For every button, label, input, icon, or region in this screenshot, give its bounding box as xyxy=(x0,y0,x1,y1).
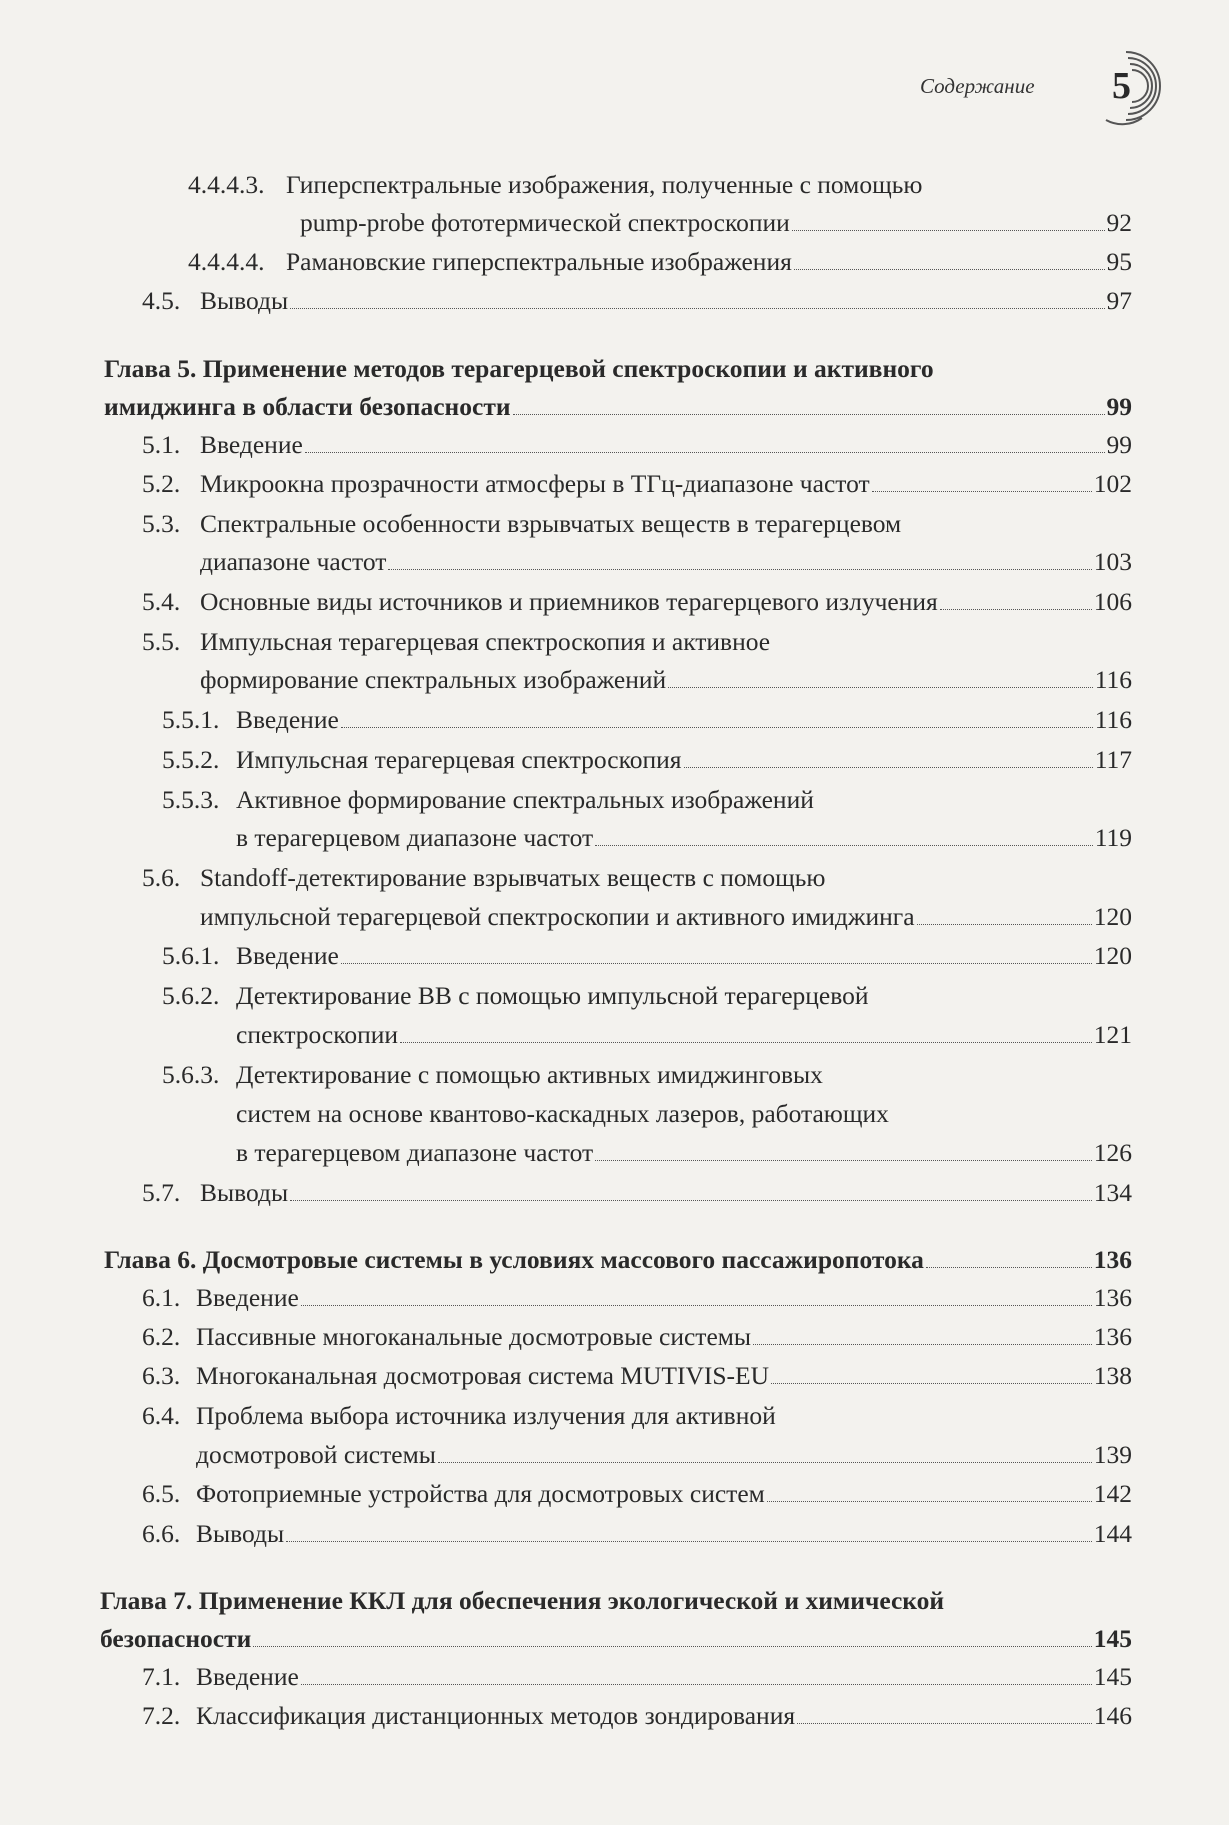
toc-entry xyxy=(0,282,1229,320)
toc-entry-title: Пассивные многоканальные досмотровые системы xyxy=(196,1322,752,1351)
toc-entry-title: Фотоприемные устройства для досмотровых систем xyxy=(196,1479,765,1508)
dot-leader xyxy=(940,587,1092,610)
toc-entry-page: 121 xyxy=(1093,1020,1132,1049)
toc-entry-title: Выводы xyxy=(196,1519,285,1548)
toc-chapter-title: Глава 5. Применение методов терагерцевой спектроскопии и активного xyxy=(104,354,934,383)
toc-entry-title: формирование спектральных изображений xyxy=(200,665,667,694)
toc-entry xyxy=(0,623,1229,661)
toc-entry xyxy=(0,1658,1229,1696)
toc-entry-page: 146 xyxy=(1093,1701,1132,1730)
toc-entry-page: 120 xyxy=(1093,902,1132,931)
running-header: Содержание xyxy=(920,74,1035,98)
toc-entry-title: Спектральные особенности взрывчатых веществ в терагерцевом xyxy=(200,509,902,538)
toc-entry-number: 5.6.2. xyxy=(162,981,220,1010)
dot-leader xyxy=(668,665,1093,688)
dot-leader xyxy=(305,430,1105,453)
toc-entry-page: 139 xyxy=(1093,1440,1132,1469)
toc-entry-title: Классификация дистанционных методов зондирования xyxy=(196,1701,796,1730)
page-number: 5 xyxy=(1112,65,1131,107)
toc-entry-number: 5.6.3. xyxy=(162,1060,220,1089)
toc-entry-page: 95 xyxy=(1106,247,1132,276)
toc-entry-page: 99 xyxy=(1106,430,1132,459)
toc-entry-title: Введение xyxy=(196,1662,299,1691)
toc-chapter xyxy=(0,350,1229,388)
toc-entry-page: 144 xyxy=(1093,1519,1132,1548)
toc-chapter-title: Глава 7. Применение ККЛ для обеспечения экологической и химической xyxy=(100,1586,945,1615)
toc-entry-page: 134 xyxy=(1093,1178,1132,1207)
toc-entry-title: Введение xyxy=(236,941,339,970)
toc-entry-continuation xyxy=(0,543,1229,581)
toc-entry-number: 7.1. xyxy=(142,1662,181,1691)
toc-entry-title: Выводы xyxy=(200,1178,289,1207)
toc-entry-page: 142 xyxy=(1093,1479,1132,1508)
toc-entry-number: 5.6. xyxy=(142,863,181,892)
toc-entry-title: pump-probe фототермической спектроскопии xyxy=(300,208,790,237)
toc-entry-number: 6.4. xyxy=(142,1401,181,1430)
toc-entry-number: 4.4.4.4. xyxy=(188,247,265,276)
dot-leader xyxy=(767,1479,1092,1502)
dot-leader xyxy=(917,902,1092,925)
toc-entry-number: 5.5. xyxy=(142,627,181,656)
dot-leader xyxy=(388,547,1091,570)
toc-entry-title: Гиперспектральные изображения, полученные с помощью xyxy=(286,170,923,199)
toc-entry-number: 5.3. xyxy=(142,509,181,538)
toc-chapter-continuation xyxy=(0,388,1229,426)
toc-chapter-title: Глава 6. Досмотровые системы в условиях массового пассажиропотока xyxy=(104,1245,924,1274)
toc-chapter-page: 145 xyxy=(1093,1624,1132,1653)
toc-entry xyxy=(0,1357,1229,1395)
toc-entry-title: Активное формирование спектральных изображений xyxy=(236,785,814,814)
toc-entry-title: Детектирование ВВ с помощью импульсной терагерцевой xyxy=(236,981,869,1010)
toc-entry-continuation xyxy=(0,819,1229,857)
toc-entry-title: Рамановские гиперспектральные изображения xyxy=(286,247,792,276)
toc-entry xyxy=(0,1515,1229,1553)
toc-entry-title: Импульсная терагерцевая спектроскопия и активное xyxy=(200,627,771,656)
toc-entry xyxy=(0,426,1229,464)
toc-entry-number: 5.1. xyxy=(142,430,181,459)
dot-leader xyxy=(438,1440,1092,1463)
toc-entry xyxy=(0,505,1229,543)
toc-entry xyxy=(0,859,1229,897)
toc-entry-continuation xyxy=(0,204,1229,242)
toc-entry-page: 126 xyxy=(1093,1138,1132,1167)
toc-entry-title: Импульсная терагерцевая спектроскопия xyxy=(236,745,682,774)
dot-leader xyxy=(872,469,1092,492)
dot-leader xyxy=(286,1519,1092,1542)
toc-entry xyxy=(0,701,1229,739)
toc-entry-number: 5.5.1. xyxy=(162,705,220,734)
toc-entry-continuation xyxy=(0,1095,1229,1133)
dot-leader xyxy=(794,247,1105,270)
toc-entry-number: 6.1. xyxy=(142,1283,181,1312)
toc-entry-title: в терагерцевом диапазоне частот xyxy=(236,1138,594,1167)
toc-entry-number: 5.5.3. xyxy=(162,785,220,814)
toc-entry-number: 4.4.4.3. xyxy=(188,170,265,199)
toc-entry xyxy=(0,977,1229,1015)
toc-entry-title: импульсной терагерцевой спектроскопии и активного имиджинга xyxy=(200,902,915,931)
toc-entry-page: 92 xyxy=(1106,208,1132,237)
toc-entry-number: 5.6.1. xyxy=(162,941,220,970)
toc-entry-title: спектроскопии xyxy=(236,1020,399,1049)
toc-entry-continuation xyxy=(0,1436,1229,1474)
toc-entry xyxy=(0,781,1229,819)
toc-entry-continuation xyxy=(0,661,1229,699)
dot-leader xyxy=(753,1322,1092,1345)
toc-entry-page: 138 xyxy=(1093,1361,1132,1390)
dot-leader xyxy=(513,392,1105,415)
toc-entry-number: 7.2. xyxy=(142,1701,181,1730)
toc-chapter-title: имиджинга в области безопасности xyxy=(104,392,511,421)
toc-chapter-page: 136 xyxy=(1093,1245,1132,1274)
toc-entry-title: досмотровой системы xyxy=(196,1440,436,1469)
toc-entry xyxy=(0,741,1229,779)
toc-entry-number: 6.2. xyxy=(142,1322,181,1351)
toc-entry-number: 5.2. xyxy=(142,469,181,498)
toc-entry xyxy=(0,1318,1229,1356)
dot-leader xyxy=(792,208,1105,231)
toc-chapter xyxy=(0,1241,1229,1279)
toc-entry xyxy=(0,1475,1229,1513)
dot-leader xyxy=(253,1624,1091,1647)
toc-entry xyxy=(0,243,1229,281)
toc-entry xyxy=(0,465,1229,503)
toc-entry xyxy=(0,1056,1229,1094)
toc-entry-page: 120 xyxy=(1093,941,1132,970)
dot-leader xyxy=(797,1701,1092,1724)
dot-leader xyxy=(341,941,1092,964)
toc-entry-title: Многоканальная досмотровая система MUTIVIS-EU xyxy=(196,1361,770,1390)
dot-leader xyxy=(301,1283,1092,1306)
dot-leader xyxy=(926,1245,1092,1268)
toc-entry-page: 106 xyxy=(1093,587,1132,616)
toc-entry-title: Детектирование с помощью активных имиджинговых xyxy=(236,1060,823,1089)
toc-entry-page: 97 xyxy=(1106,286,1132,315)
toc-entry-title: диапазоне частот xyxy=(200,547,387,576)
toc-entry-number: 5.4. xyxy=(142,587,181,616)
toc-entry-title: Введение xyxy=(200,430,303,459)
toc-entry-page: 117 xyxy=(1094,745,1132,774)
toc-entry-title: Микроокна прозрачности атмосферы в ТГц-диапазоне частот xyxy=(200,469,870,498)
toc-chapter-continuation xyxy=(0,1620,1229,1658)
toc-entry-page: 119 xyxy=(1094,823,1132,852)
dot-leader xyxy=(595,823,1093,846)
toc-entry-number: 5.5.2. xyxy=(162,745,220,774)
dot-leader xyxy=(595,1138,1092,1161)
toc-chapter xyxy=(0,1582,1229,1620)
toc-entry-title: Проблема выбора источника излучения для активной xyxy=(196,1401,776,1430)
toc-entry-title: систем на основе квантово-каскадных лазеров, работающих xyxy=(236,1099,889,1128)
toc-entry-title: Основные виды источников и приемников терагерцевого излучения xyxy=(200,587,938,616)
dot-leader xyxy=(301,1662,1092,1685)
toc-entry-title: в терагерцевом диапазоне частот xyxy=(236,823,594,852)
toc-entry xyxy=(0,1279,1229,1317)
toc-entry xyxy=(0,1697,1229,1735)
toc-entry-title: Введение xyxy=(196,1283,299,1312)
dot-leader xyxy=(290,286,1104,309)
toc-entry-page: 103 xyxy=(1093,547,1132,576)
toc-chapter-page: 99 xyxy=(1106,392,1132,421)
toc-entry-number: 6.5. xyxy=(142,1479,181,1508)
toc-entry-page: 136 xyxy=(1093,1322,1132,1351)
toc-entry-continuation xyxy=(0,1134,1229,1172)
toc-entry xyxy=(0,937,1229,975)
toc-entry-number: 6.3. xyxy=(142,1361,181,1390)
toc-entry-number: 6.6. xyxy=(142,1519,181,1548)
toc-entry xyxy=(0,1397,1229,1435)
toc-entry-page: 136 xyxy=(1093,1283,1132,1312)
dot-leader xyxy=(290,1178,1092,1201)
toc-entry-title: Standoff-детектирование взрывчатых веществ с помощью xyxy=(200,863,826,892)
dot-leader xyxy=(341,705,1093,728)
toc-entry xyxy=(0,166,1229,204)
dot-leader xyxy=(684,745,1093,768)
dot-leader xyxy=(400,1020,1092,1043)
toc-chapter-title: безопасности xyxy=(100,1624,252,1653)
toc-entry-title: Выводы xyxy=(200,286,289,315)
toc-entry-continuation xyxy=(0,898,1229,936)
toc-entry xyxy=(0,583,1229,621)
toc-entry xyxy=(0,1174,1229,1212)
toc-entry-number: 4.5. xyxy=(142,286,181,315)
toc-entry-number: 5.7. xyxy=(142,1178,181,1207)
toc-entry-page: 145 xyxy=(1093,1662,1132,1691)
toc-entry-continuation xyxy=(0,1016,1229,1054)
toc-entry-page: 102 xyxy=(1093,469,1132,498)
toc-entry-title: Введение xyxy=(236,705,339,734)
dot-leader xyxy=(771,1361,1092,1384)
toc-entry-page: 116 xyxy=(1094,665,1132,694)
toc-entry-page: 116 xyxy=(1094,705,1132,734)
